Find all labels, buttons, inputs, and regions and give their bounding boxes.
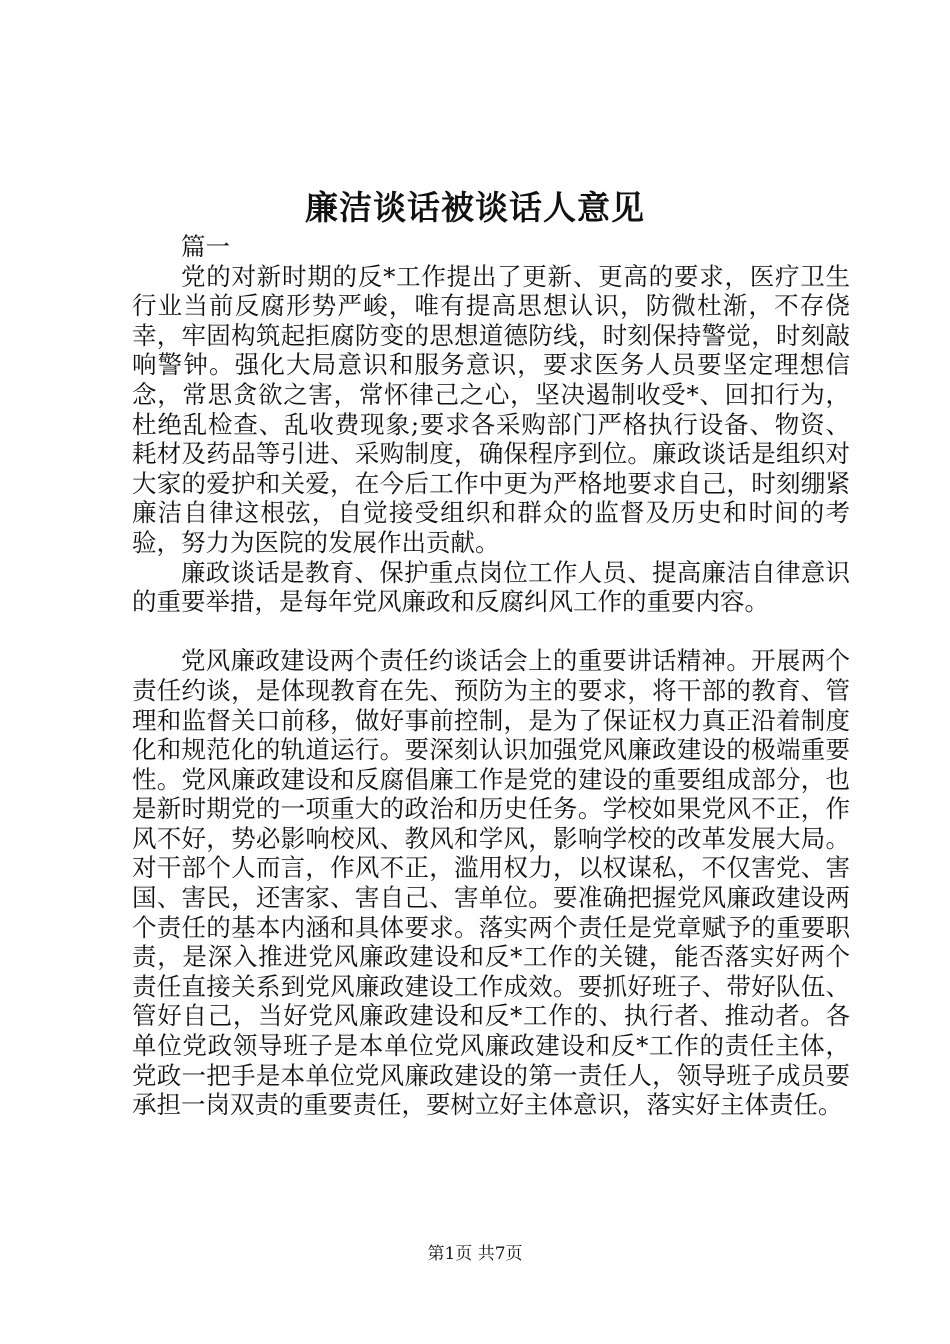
paragraph-gap [132, 617, 850, 647]
section-label: 篇一 [181, 232, 230, 261]
paragraph-2: 廉政谈话是教育、保护重点岗位工作人员、提高廉洁自律意识的重要举措，是每年党风廉政和反腐纠风工作的重要内容。 [132, 557, 850, 617]
paragraph-1: 党的对新时期的反*工作提出了更新、更高的要求，医疗卫生行业当前反腐形势严峻，唯有提高思想认识，防微杜渐，不存侥幸，牢固构筑起拒腐防变的思想道德防线，时刻保持警觉，时刻敲响警钟。强化大局意识和服务意识，要求医务人员要坚定理想信念，常思贪欲之害，常怀律己之心，坚决遏制收受*、回扣行为，杜绝乱检查、乱收费现象;要求各采购部门严格执行设备、物资、耗材及药品等引进、采购制度，确保程序到位。廉政谈话是组织对大家的爱护和关爱，在今后工作中更为严格地要求自己，时刻绷紧廉洁自律这根弦，自觉接受组织和群众的监督及历史和时间的考验，努力为医院的发展作出贡献。 [132, 261, 850, 557]
paragraph-3: 党风廉政建设两个责任约谈话会上的重要讲话精神。开展两个责任约谈，是体现教育在先、预防为主的要求，将干部的教育、管理和监督关口前移，做好事前控制，是为了保证权力真正沿着制度化和规范化的轨道运行。要深刻认识加强党风廉政建设的极端重要性。党风廉政建设和反腐倡廉工作是党的建设的重要组成部分，也是新时期党的一项重大的政治和历史任务。学校如果党风不正，作风不好，势必影响校风、教风和学风，影响学校的改革发展大局。对干部个人而言，作风不正，滥用权力，以权谋私，不仅害党、害国、害民，还害家、害自己、害单位。要准确把握党风廉政建设两个责任的基本内涵和具体要求。落实两个责任是党章赋予的重要职责，是深入推进党风廉政建设和反*工作的关键，能否落实好两个责任直接关系到党风廉政建设工作成效。要抓好班子、带好队伍、管好自己，当好党风廉政建设和反*工作的、执行者、推动者。各单位党政领导班子是本单位党风廉政建设和反*工作的责任主体，党政一把手是本单位党风廉政建设的第一责任人，领导班子成员要承担一岗双责的重要责任，要树立好主体意识，落实好主体责任。 [132, 646, 850, 1120]
page-footer: 第1页 共7页 [427, 1244, 523, 1264]
document-body [132, 232, 850, 1120]
document-title: 廉洁谈话被谈话人意见 [305, 188, 645, 227]
